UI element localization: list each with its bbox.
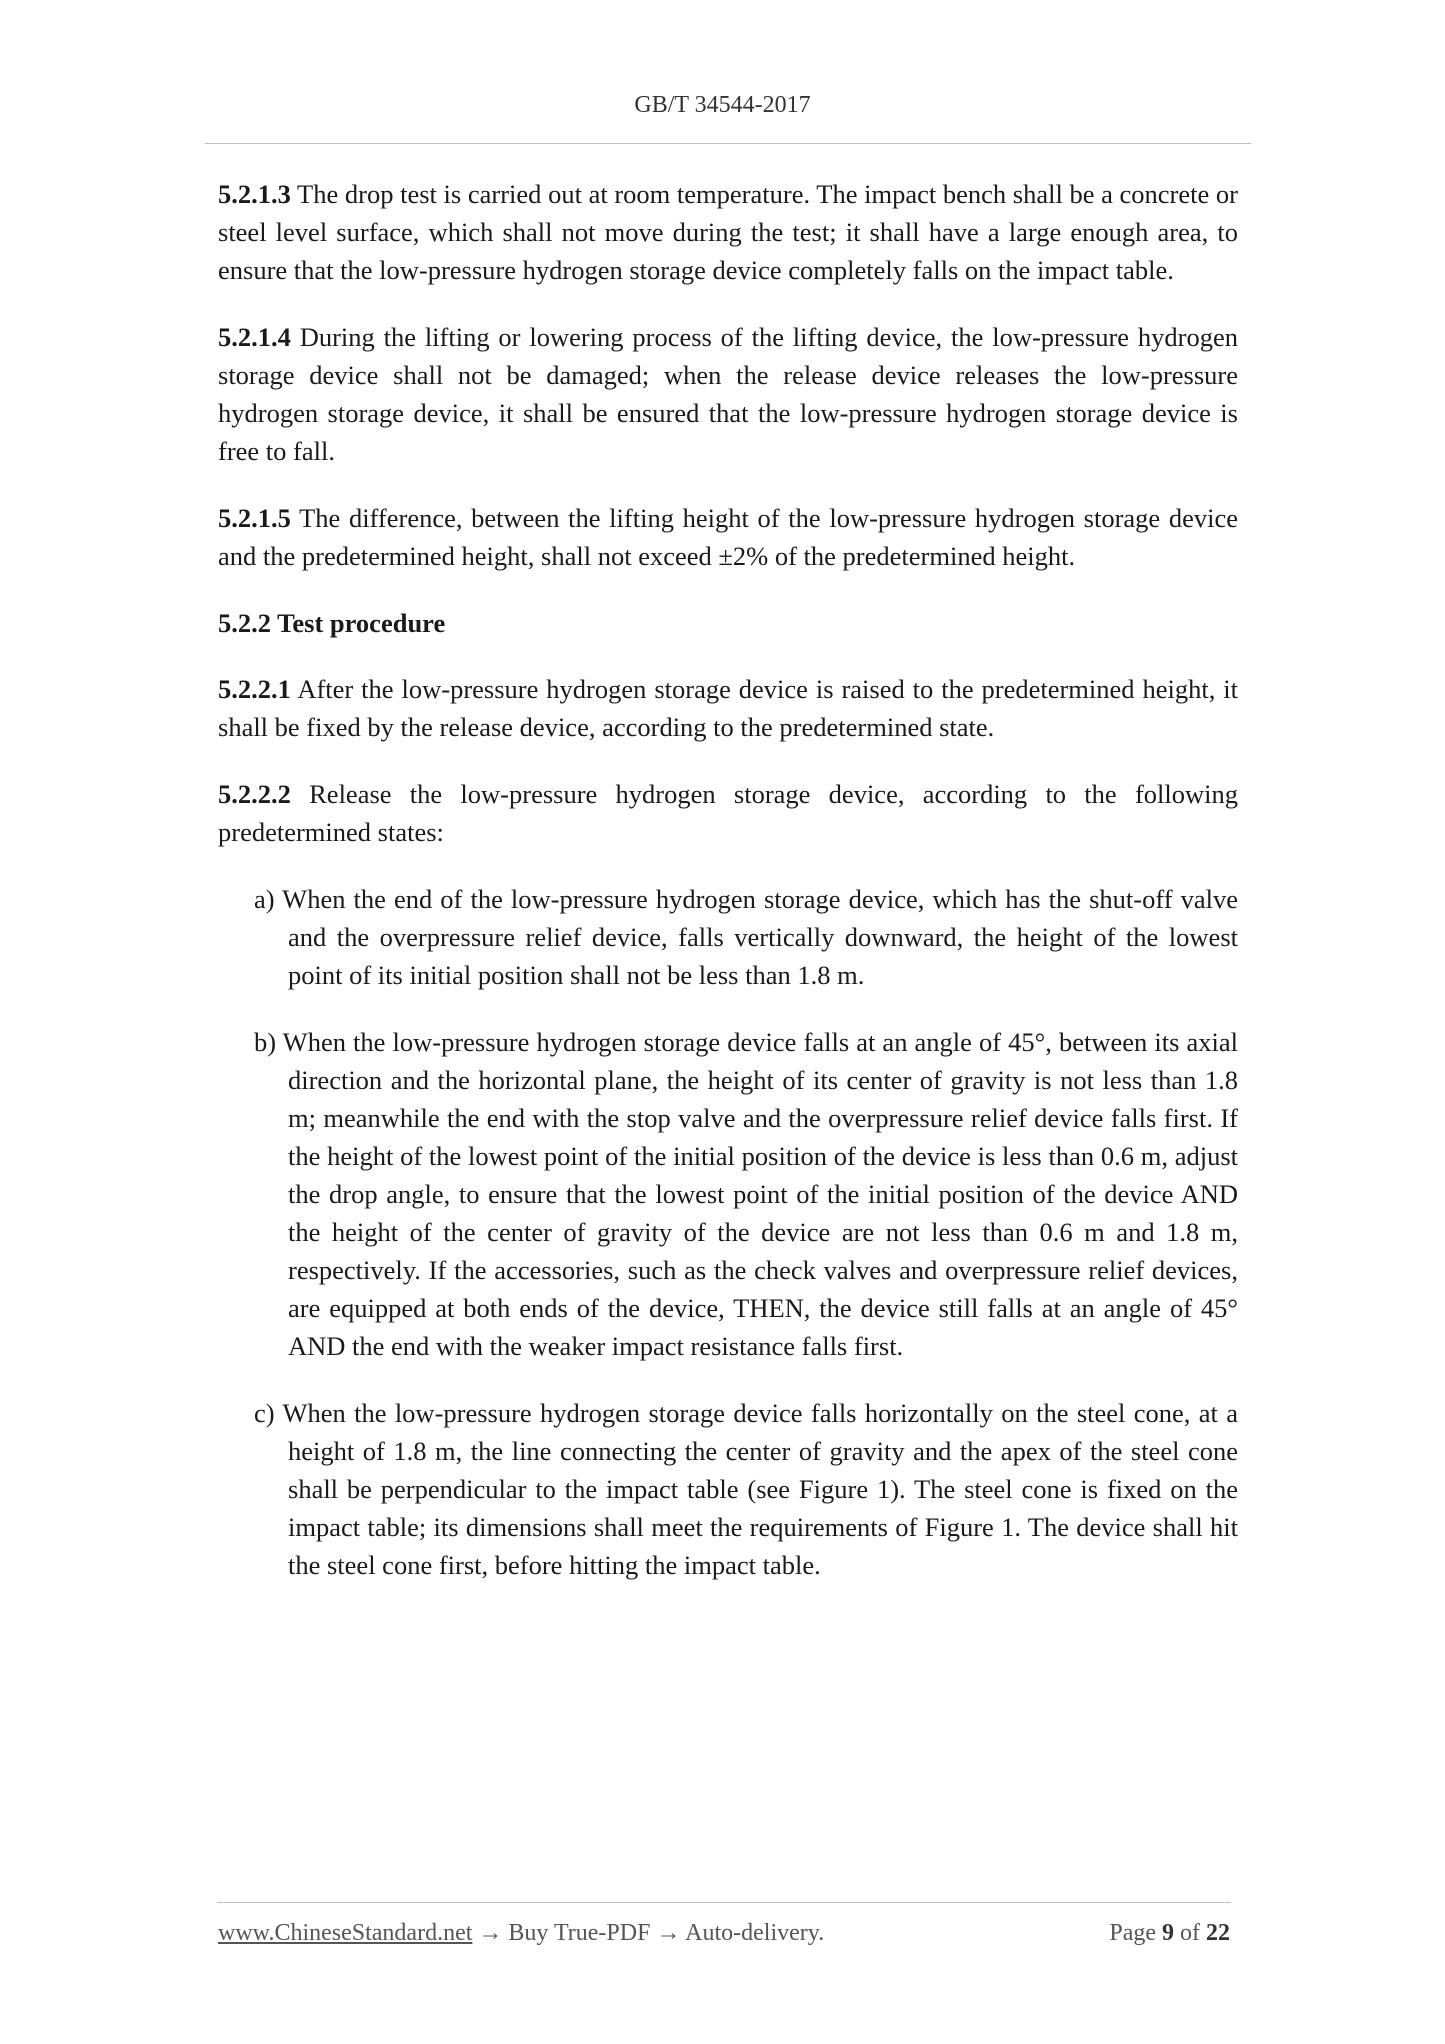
list-item: b) When the low-pressure hydrogen storage device falls at an angle of 45°, between its axial direction and the horizontal plane, the height of its center of gravity is not less than 1.8 m; meanwhile the end with the stop valve and the overpressure relief device falls first. If the height of the lowest point of the initial position of the device is less than 0.6 m, adjust the drop angle, to ensure that the lowest point of the initial position of the device AND the height of the center of gravity of the device are not less than 0.6 m and 1.8 m, respectively. If the accessories, such as the check valves and overpressure relief devices, are equipped at both ends of the device, THEN, the device still falls at an angle of 45° AND the end with the weaker impact resistance falls first. — [254, 1027, 1238, 1361]
predetermined-states-list — [218, 880, 1238, 1584]
clause-text: The difference, between the lifting height of the low-pressure hydrogen storage device and the predetermined height, shall not exceed ±2% of the predetermined height. — [218, 503, 1238, 571]
list-item: c) When the low-pressure hydrogen storage device falls horizontally on the steel cone, at a height of 1.8 m, the line connecting the center of gravity and the apex of the steel cone shall be perpendicular to the impact table (see Figure 1). The steel cone is fixed on the impact table; its dimensions shall meet the requirements of Figure 1. The device shall hit the steel cone first, before hitting the impact table. — [254, 1398, 1238, 1580]
clause-text: During the lifting or lowering process of the lifting device, the low-pressure hydrogen storage device shall not be damaged; when the release device releases the low-pressure hydrogen storage device, it shall be ensured that the low-pressure hydrogen storage device is free to fall. — [218, 322, 1238, 466]
delivery-text: Auto-delivery. — [685, 1920, 825, 1946]
arrow-icon: → — [650, 1920, 686, 1946]
clause-text: Release the low-pressure hydrogen storage device, according to the following predetermined states: — [218, 779, 1238, 847]
clause-number: 5.2.1.3 — [218, 179, 291, 209]
page-current: 9 — [1162, 1920, 1174, 1946]
page-number — [1109, 1920, 1230, 1947]
page-content — [218, 175, 1238, 1613]
footer-promo — [218, 1920, 824, 1947]
document-id: GB/T 34544-2017 — [634, 92, 811, 118]
list-item: a) When the end of the low-pressure hydrogen storage device, which has the shut-off valve and the overpressure relief device, falls vertically downward, the height of the lowest point of its initial position shall not be less than 1.8 m. — [254, 884, 1238, 990]
website-link[interactable]: www.ChineseStandard.net — [218, 1920, 473, 1946]
header-divider — [205, 143, 1251, 144]
clause-number: 5.2.1.5 — [218, 503, 291, 533]
buy-text: Buy True-PDF — [508, 1920, 651, 1946]
clause-text: After the low-pressure hydrogen storage device is raised to the predetermined height, it shall be fixed by the release device, according to the predetermined state. — [218, 674, 1238, 742]
arrow-icon: → — [472, 1920, 509, 1946]
section-heading: 5.2.2 Test procedure — [218, 608, 446, 638]
page-label: Page — [1109, 1920, 1162, 1946]
footer-divider — [217, 1902, 1231, 1903]
clause-number: 5.2.1.4 — [218, 322, 291, 352]
page-header — [0, 92, 1445, 119]
clause-5-2-2-2 — [218, 775, 1238, 851]
clause-text: The drop test is carried out at room temperature. The impact bench shall be a concrete or steel level surface, which shall not move during the test; it shall have a large enough area, to ensure that the low-pressure hydrogen storage device completely falls on the impact table. — [218, 179, 1238, 285]
page-of: of — [1174, 1920, 1206, 1946]
clause-5-2-2-1 — [218, 670, 1238, 746]
clause-number: 5.2.2.2 — [218, 779, 291, 809]
clause-5-2-1-4 — [218, 318, 1238, 470]
clause-5-2-1-5 — [218, 499, 1238, 575]
clause-5-2-1-3 — [218, 175, 1238, 289]
clause-number: 5.2.2.1 — [218, 674, 291, 704]
page-total: 22 — [1206, 1920, 1230, 1946]
